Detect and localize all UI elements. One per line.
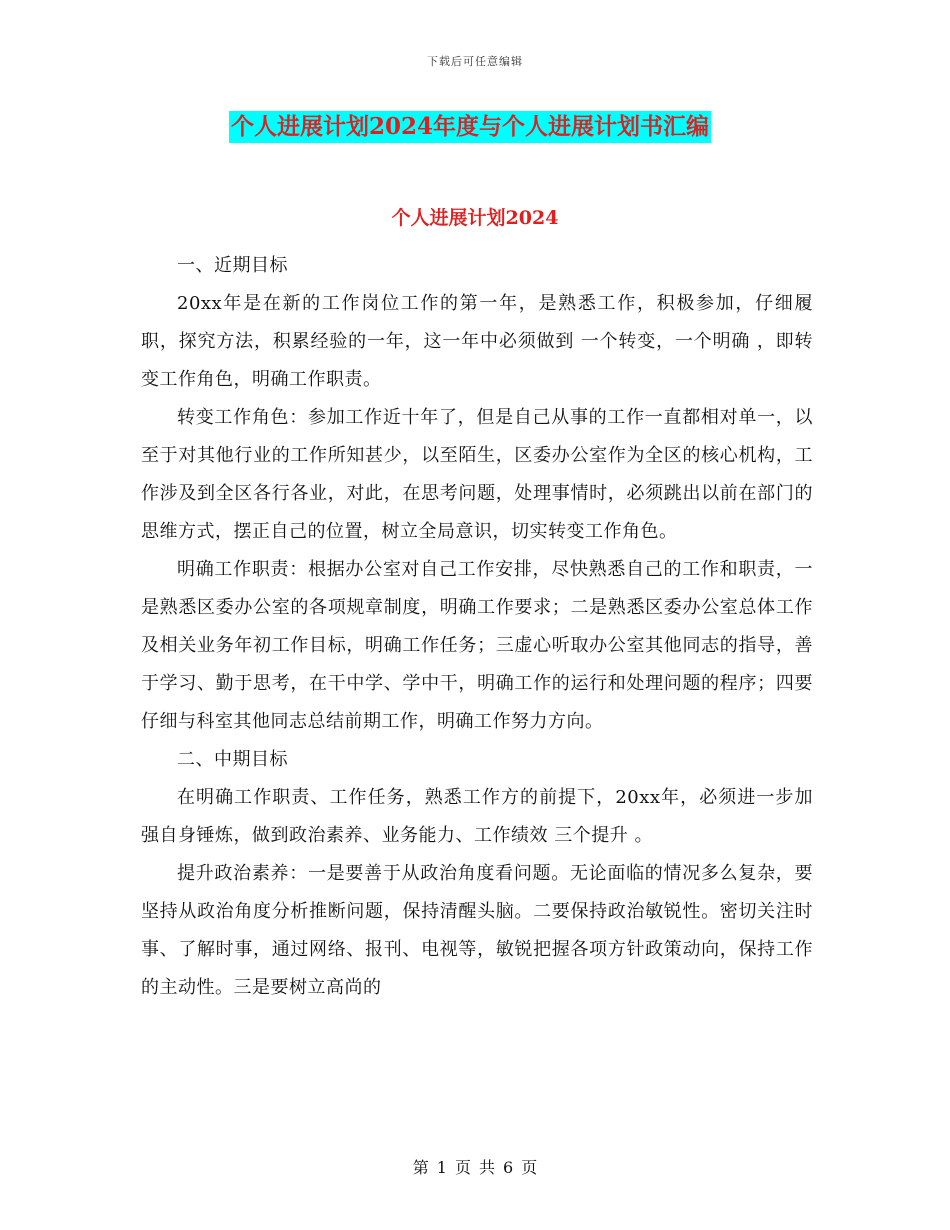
footer-label-unit-2: 页 [521, 1158, 538, 1177]
footer-current-page: 1 [436, 1158, 447, 1177]
page-footer [0, 1155, 950, 1178]
header-note: 下载后可任意编辑 [427, 55, 523, 68]
footer-label-total: 共 [479, 1158, 496, 1177]
heading-short-term-goals: 一、近期目标 [177, 255, 288, 276]
footer-label-page: 第 [412, 1158, 429, 1177]
footer-label-unit: 页 [454, 1158, 471, 1177]
document-body [141, 247, 813, 1007]
document-title: 个人进展计划2024年度与个人进展计划书汇编 [229, 111, 711, 143]
paragraph-first-year: 20xx年是在新的工作岗位工作的第一年，是熟悉工作，积极参加，仔细履职，探究方法，积累经验的一年，这一年中必须做到 一个转变，一个明确 ，即转变工作角色，明确工作职责。 [141, 293, 813, 390]
paragraph-three-improvements: 在明确工作职责、工作任务，熟悉工作方的前提下，20xx年，必须进一步加强自身锤炼，做到政治素养、业务能力、工作绩效 三个提升 。 [141, 787, 813, 846]
paragraph-clarify-duties: 明确工作职责：根据办公室对自己工作安排，尽快熟悉自己的工作和职责，一是熟悉区委办公室的各项规章制度，明确工作要求；二是熟悉区委办公室总体工作及相关业务年初工作目标，明确工作任务；三虚心听取办公室其他同志的指导，善于学习、勤于思考，在干中学、学中干，明确工作的运行和处理问题的程序；四要仔细与科室其他同志总结前期工作，明确工作努力方向。 [141, 559, 813, 732]
heading-mid-term-goals: 二、中期目标 [177, 749, 288, 770]
paragraph-political-literacy: 提升政治素养：一是要善于从政治角度看问题。无论面临的情况多么复杂，要坚持从政治角度分析推断问题，保持清醒头脑。二要保持政治敏锐性。密切关注时事、了解时事，通过网络、报刊、电视等，敏锐把握各项方针政策动向，保持工作的主动性。三是要树立高尚的 [141, 863, 813, 998]
section-title: 个人进展计划2024 [391, 207, 559, 229]
paragraph-change-role: 转变工作角色：参加工作近十年了，但是自己从事的工作一直都相对单一，以至于对其他行业的工作所知甚少，以至陌生，区委办公室作为全区的核心机构，工作涉及到全区各行各业，对此，在思考问题，处理事情时，必须跳出以前在部门的思维方式，摆正自己的位置，树立全局意识，切实转变工作角色。 [141, 407, 813, 542]
footer-total-pages: 6 [503, 1158, 514, 1177]
